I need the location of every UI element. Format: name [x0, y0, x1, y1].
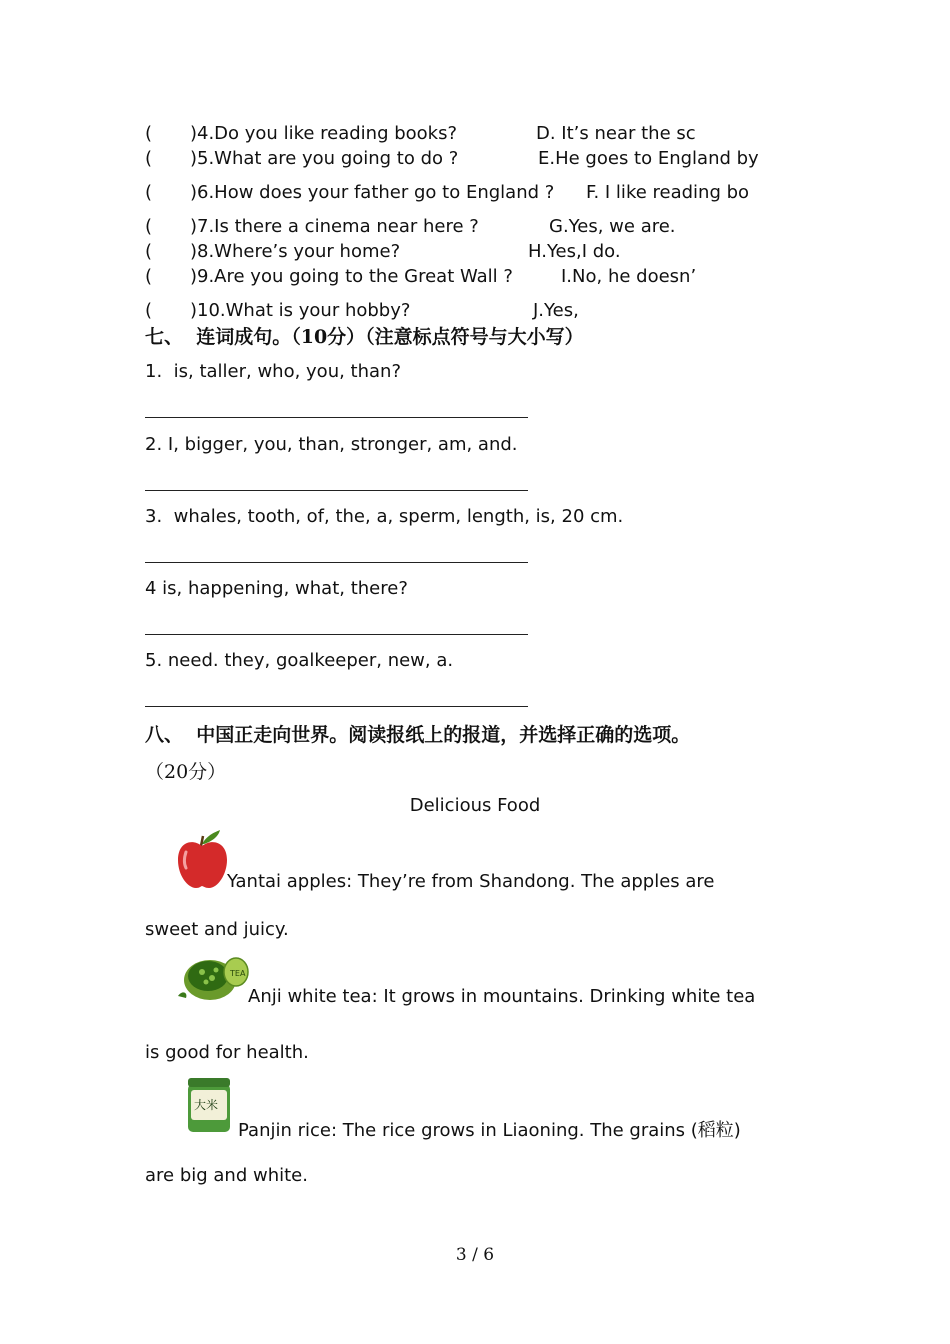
answer-bracket-open[interactable]: ( [145, 266, 153, 287]
para-tea-line2: is good for health. [145, 1042, 309, 1063]
para-tea-line1: Anji white tea: It grows in mountains. Drinking white tea [248, 986, 756, 1007]
answer-bracket-open[interactable]: ( [145, 241, 153, 262]
rice-label: 大米 [194, 1098, 219, 1112]
sentence-item-5: 5. need. they, goalkeeper, new, a. [145, 650, 454, 671]
answer-bracket-close: ) [190, 182, 198, 203]
section-8-title: 八、 中国正走向世界。阅读报纸上的报道，并选择正确的选项。 [145, 724, 691, 746]
matching-answer: F. I like reading bo [586, 182, 750, 203]
section-7-title: 七、 连词成句。（10分）（注意标点符号与大小写） [145, 326, 584, 348]
answer-bracket-close: ) [190, 216, 198, 237]
page-number: 3 / 6 [455, 1245, 495, 1265]
answer-bracket-close: ) [190, 266, 198, 287]
answer-bracket-close: ) [190, 241, 198, 262]
apple-icon [174, 828, 230, 890]
matching-answer: I.No, he doesn’ [561, 266, 697, 287]
answer-line-1[interactable] [145, 417, 528, 418]
article-title: Delicious Food [409, 795, 541, 816]
matching-question: 9.Are you going to the Great Wall ? [197, 266, 513, 287]
tea-label: TEA [230, 969, 246, 978]
answer-bracket-open[interactable]: ( [145, 182, 153, 203]
section-8-score: （20分） [145, 761, 227, 783]
matching-question: 10.What is your hobby? [197, 300, 411, 321]
answer-bracket-open[interactable]: ( [145, 300, 153, 321]
matching-question: 8.Where’s your home? [197, 241, 401, 262]
sentence-item-3: 3. whales, tooth, of, the, a, sperm, length, is, 20 cm. [145, 506, 624, 527]
answer-bracket-open[interactable]: ( [145, 148, 153, 169]
sentence-item-1: 1. is, taller, who, you, than? [145, 361, 402, 382]
answer-bracket-open[interactable]: ( [145, 216, 153, 237]
matching-question: 5.What are you going to do ? [197, 148, 459, 169]
answer-line-2[interactable] [145, 490, 528, 491]
tea-tin-icon [176, 952, 250, 1004]
matching-question: 4.Do you like reading books? [197, 123, 458, 144]
answer-bracket-close: ) [190, 300, 198, 321]
answer-bracket-open[interactable]: ( [145, 123, 153, 144]
answer-line-5[interactable] [145, 706, 528, 707]
matching-question: 6.How does your father go to England ? [197, 182, 555, 203]
matching-answer: J.Yes, [533, 300, 579, 321]
matching-answer: D. It’s near the sc [536, 123, 696, 144]
para-rice-line2: are big and white. [145, 1165, 308, 1186]
matching-answer: G.Yes, we are. [549, 216, 676, 237]
answer-bracket-close: ) [190, 148, 198, 169]
rice-bag-icon [185, 1076, 233, 1134]
answer-bracket-close: ) [190, 123, 198, 144]
matching-question: 7.Is there a cinema near here ? [197, 216, 479, 237]
matching-answer: E.He goes to England by [538, 148, 759, 169]
para-apples-line1: Yantai apples: They’re from Shandong. The apples are [227, 871, 715, 892]
para-apples-line2: sweet and juicy. [145, 919, 289, 940]
answer-line-4[interactable] [145, 634, 528, 635]
sentence-item-2: 2. I, bigger, you, than, stronger, am, and. [145, 434, 518, 455]
sentence-item-4: 4 is, happening, what, there? [145, 578, 408, 599]
para-rice-line1: Panjin rice: The rice grows in Liaoning. The grains (稻粒) [238, 1120, 741, 1141]
matching-answer: H.Yes,I do. [528, 241, 621, 262]
answer-line-3[interactable] [145, 562, 528, 563]
